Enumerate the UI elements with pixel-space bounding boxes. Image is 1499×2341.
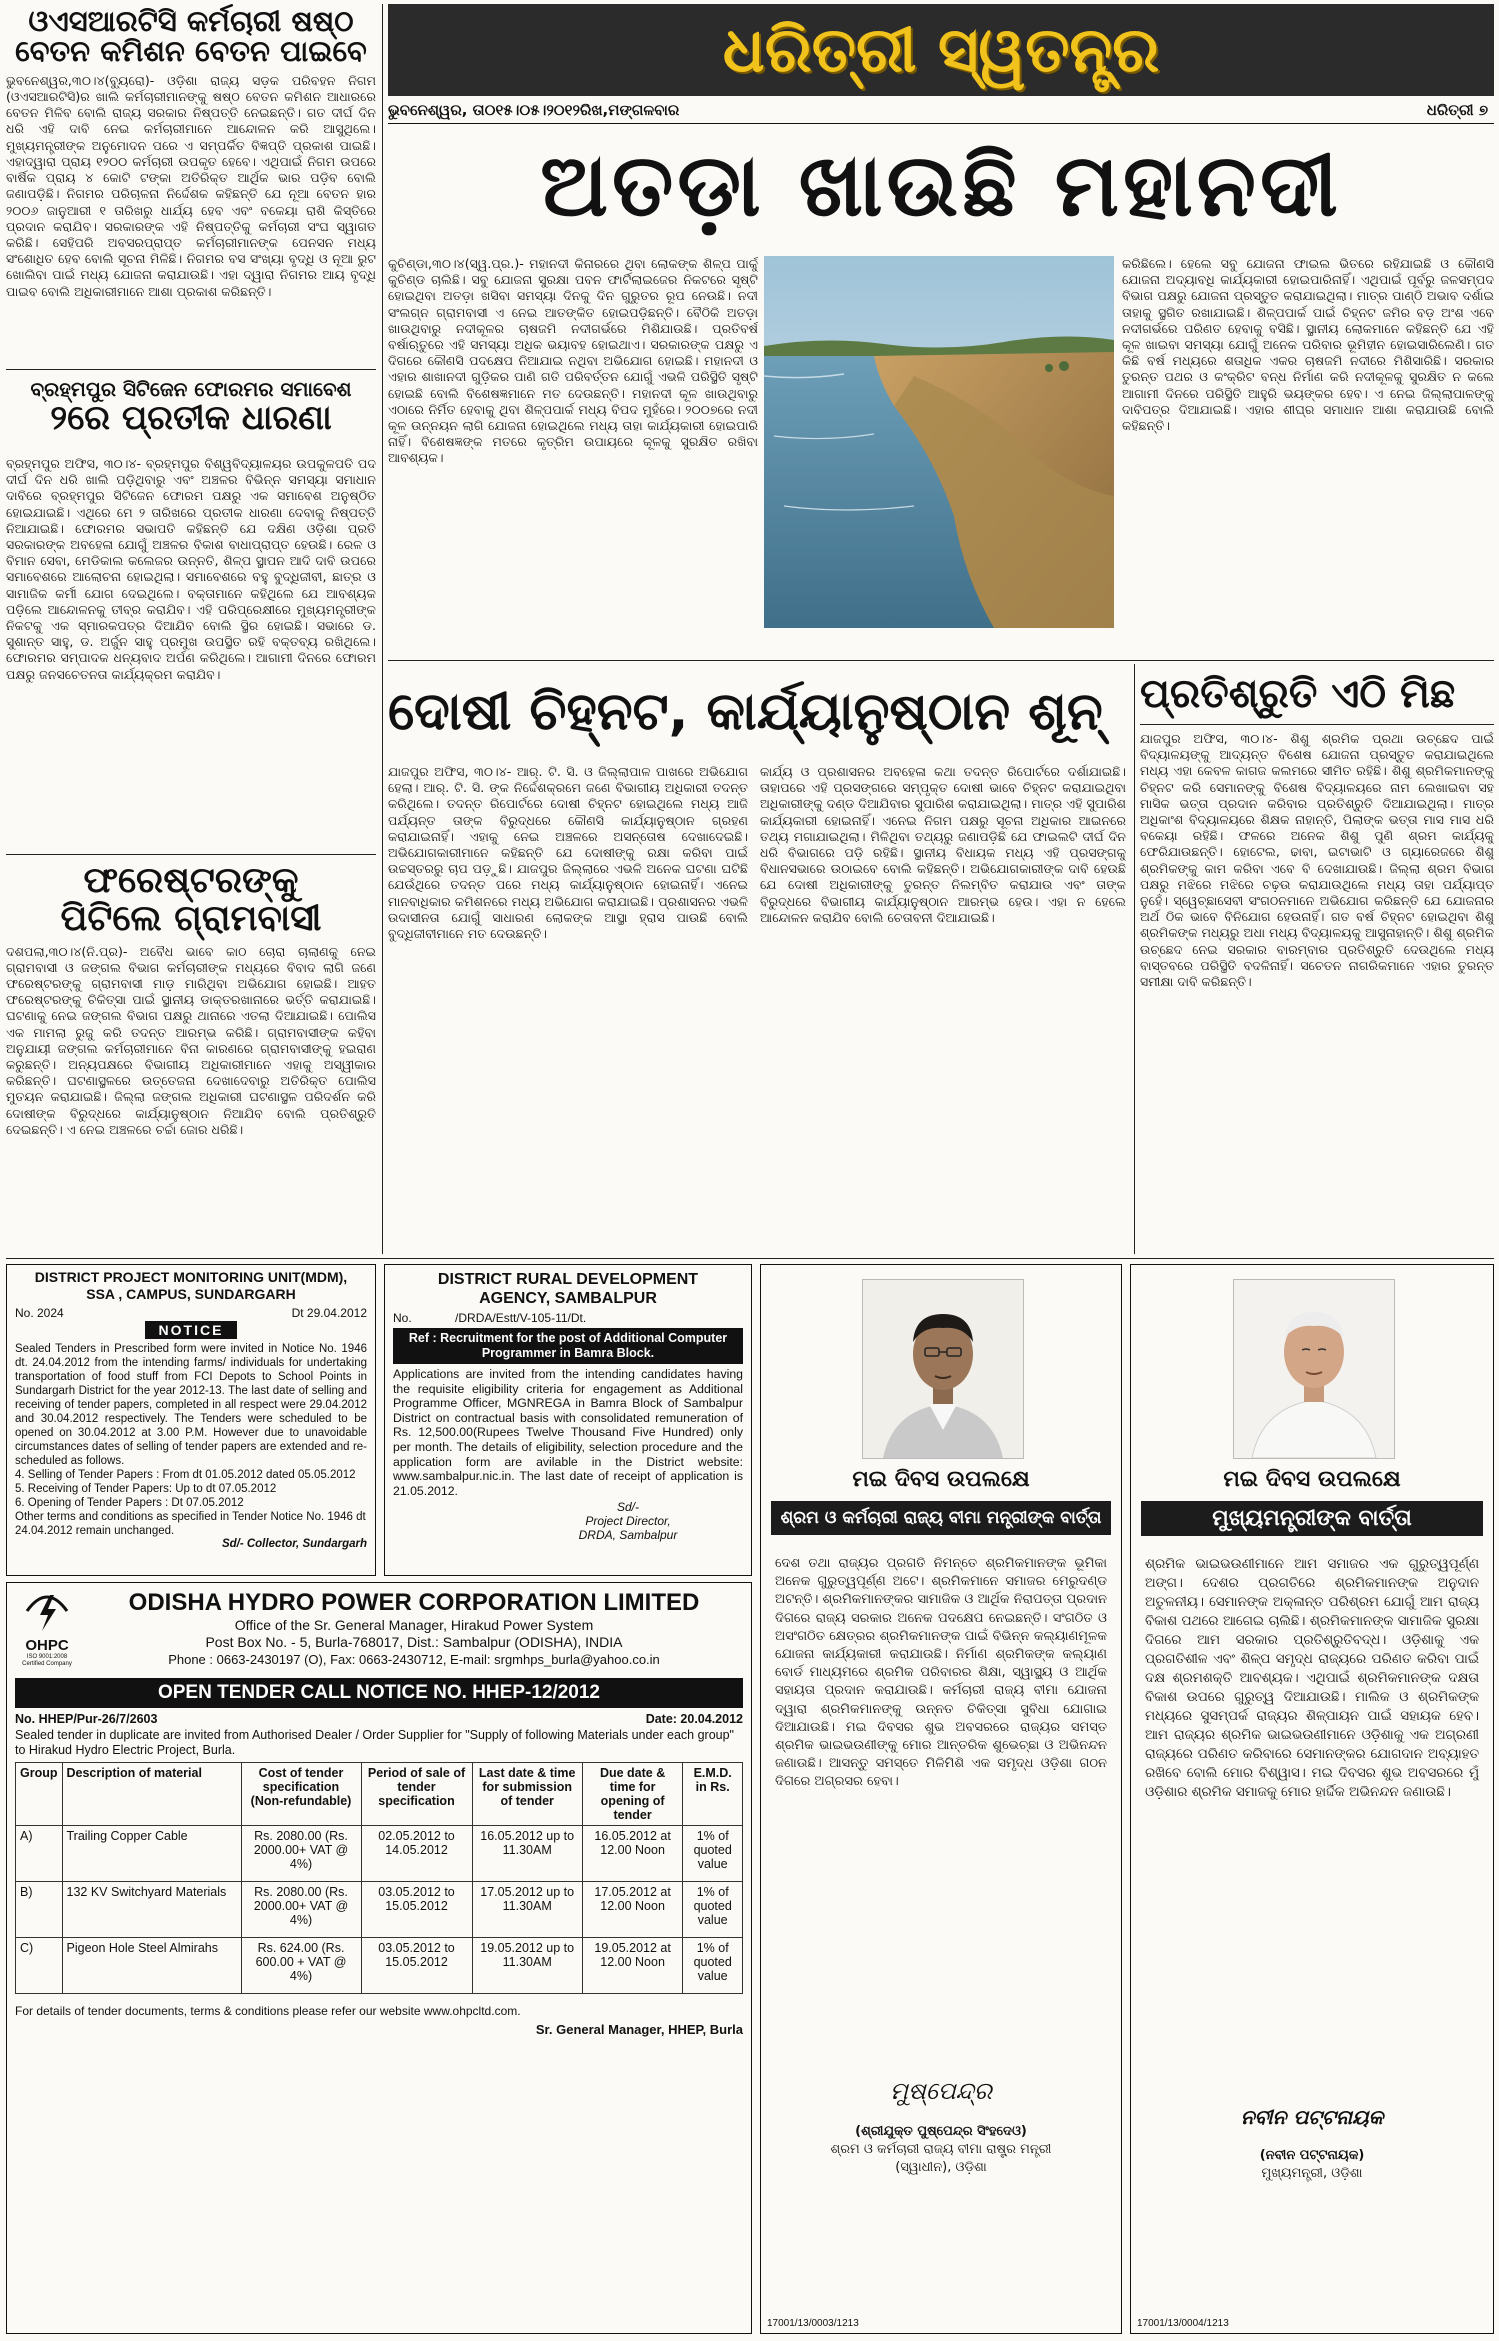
dateline-bar <box>388 98 1494 124</box>
story3-headline <box>6 862 376 938</box>
pratishruti-body: ଯାଜପୁର ଅଫିସ, ୩୦।୪- ଶିଶୁ ଶ୍ରମିକ ପ୍ରଥା ଉଚ୍ଛେଦ ପାଇଁ ବିଦ୍ୟାଳୟଙ୍କୁ ଆଦ୍ୟନ୍ତ ବିଶେଷ ଯୋଜନା ପ୍ରସ୍ତୁତ କରାଯାଇଥିଲେ ମଧ୍ୟ ଏହା କେବଳ କାଗଜ କଲମରେ ସୀମିତ ରହିଛି। ଶିଶୁ ଶ୍ରମିକମାନଙ୍କୁ ଚିହ୍ନଟ କରି ସେମାନଙ୍କୁ ବିଶେଷ ବିଦ୍ୟାଳୟରେ ନାମ ଲେଖାଇବା ସହ ମାସିକ ଭତ୍ତା ପ୍ରଦାନ କରିବାର ପ୍ରତିଶ୍ରୁତି ଦିଆଯାଇଥିଲା। ମାତ୍ର ଅଧିକାଂଶ ବିଦ୍ୟାଳୟରେ ଶିକ୍ଷକ ନାହାନ୍ତି, ପିଲାଙ୍କ ଭତ୍ତା ମାସ ମାସ ଧରି ବକେୟା ରହିଛି। ଫଳରେ ଅନେକ ଶିଶୁ ପୁଣି ଶ୍ରମ କାର୍ଯ୍ୟକୁ ଫେରିଯାଉଛନ୍ତି। ହୋଟେଲ, ଢାବା, ଇଟାଭାଟି ଓ ଗ୍ୟାରେଜରେ ଶିଶୁ ଶ୍ରମିକଙ୍କୁ କାମ କରିବା ଏବେ ବି ଦେଖାଯାଉଛି। ଜିଲ୍ଲା ଶ୍ରମ ବିଭାଗ ପକ୍ଷରୁ ମଝିରେ ମଝିରେ ଚଢ଼ଉ କରାଯାଉଥିଲେ ମଧ୍ୟ ତାହା ପର୍ଯ୍ୟାପ୍ତ ନୁହେଁ। ସ୍ୱେଚ୍ଛାସେବୀ ସଂଗଠନମାନେ ଅଭିଯୋଗ କରିଛନ୍ତି ଯେ ଯୋଜନାର ଅର୍ଥ ଠିକ ଭାବେ ବିନିଯୋଗ ହେଉନାହିଁ। ଗତ ବର୍ଷ ଚିହ୍ନଟ ହୋଇଥିବା ଶିଶୁ ଶ୍ରମିକଙ୍କ ମଧ୍ୟରୁ ଅଧା ମଧ୍ୟ ବିଦ୍ୟାଳୟକୁ ଆସୁନାହାନ୍ତି। ଶିଶୁ ଶ୍ରମିକ ଉଚ୍ଛେଦ ନେଇ ସରକାର ବାରମ୍ବାର ପ୍ରତିଶ୍ରୁତି ଦେଉଥିଲେ ମଧ୍ୟ ବାସ୍ତବରେ ପରିସ୍ଥିତି ବଦଳିନାହିଁ। ସଚେତନ ନାଗରିକମାନେ ଏହାର ତୁରନ୍ତ ସମୀକ୍ଷା ଦାବି କରିଛନ୍ତି। <box>1140 731 1494 990</box>
drda-title <box>393 1270 743 1308</box>
lead-photo <box>764 256 1114 628</box>
cm-occasion: ମଇ ଦିବସ ଉପଲକ୍ଷେ <box>1223 1467 1401 1492</box>
dpmu-item6: 6. Opening of Tender Papers : Dt 07.05.2012 <box>15 1497 244 1509</box>
cm-sign-title: ମୁଖ୍ୟମନ୍ତ୍ରୀ, ଓଡ଼ିଶା <box>1261 2166 1363 2181</box>
ad-minister <box>760 1264 1122 2334</box>
table-row <box>16 1938 743 1994</box>
minister-sign-sub: (ସ୍ୱାଧୀନ), ଓଡ଼ିଶା <box>895 2160 987 2175</box>
table-cell: Rs. 2080.00 (Rs. 2000.00+ VAT @ 4%) <box>241 1882 361 1938</box>
ohpc-logo <box>17 1589 77 1673</box>
table-cell: 19.05.2012 up to 11.30AM <box>472 1938 582 1994</box>
table-cell: 1% of quoted value <box>683 1938 743 1994</box>
ohpc-cert-text: ISO 9001:2008 Certified Company <box>22 1654 72 1667</box>
masthead-title: ଧରିତ୍ରୀ ସ୍ୱତନ୍ତ୍ର <box>722 13 1160 86</box>
ad-drda <box>384 1264 752 1576</box>
ohpc-logo-text: OHPC <box>25 1637 69 1654</box>
ohpc-notice-banner: OPEN TENDER CALL NOTICE NO. HHEP-12/2012 <box>15 1678 743 1708</box>
page-label: ଧରିତ୍ରୀ ୭ <box>1426 101 1488 119</box>
table-cell: 17.05.2012 up to 11.30AM <box>472 1882 582 1938</box>
drda-number-row <box>393 1311 743 1325</box>
minister-signature-script: ମୁଷ୍ପେନ୍ଦ୍ର <box>890 2077 992 2105</box>
cm-code: 17001/13/0004/1213 <box>1137 2318 1229 2329</box>
lead-headline: ଅତଡ଼ା ଖାଉଛି ମହାନଦୀ <box>540 136 1342 236</box>
table-cell: 03.05.2012 to 15.05.2012 <box>361 1882 472 1938</box>
table-cell: C) <box>16 1938 63 1994</box>
doshi-headline: ଦୋଷୀ ଚିହ୍ନଟ, କାର୍ଯ୍ୟାନୁଷ୍ଠାନ ଶୂନ୍ <box>388 682 1103 742</box>
col-header: E.M.D. in Rs. <box>683 1763 743 1826</box>
drda-ref-banner: Ref : Recruitment for the post of Additional Computer Programmer in Bamra Block. <box>393 1328 743 1364</box>
table-cell: 19.05.2012 at 12.00 Noon <box>582 1938 683 1994</box>
story3-headline-line2: ପିଟିଲେ ଗ୍ରାମବାସୀ <box>60 897 322 939</box>
col-header: Last date & time for submission of tender <box>472 1763 582 1826</box>
minister-portrait <box>863 1280 1023 1458</box>
minister-code: 17001/13/0003/1213 <box>767 2318 859 2329</box>
col-header: Due date & time for opening of tender <box>582 1763 683 1826</box>
col-header: Description of material <box>62 1763 241 1826</box>
col-header: Group <box>16 1763 63 1826</box>
ohpc-date: Date: 20.04.2012 <box>645 1712 743 1726</box>
story2-headline-line1: ବ୍ରହ୍ମପୁର ସିଟିଜେନ ଫୋରମର ସମାବେଶ <box>30 377 352 401</box>
cm-portrait <box>1234 1280 1394 1458</box>
minister-sign-block <box>761 2123 1121 2177</box>
river-bank-photo <box>764 256 1114 628</box>
story2-body: ବ୍ରହ୍ମପୁର ଅଫିସ, ୩୦।୪- ବ୍ରହ୍ମପୁର ବିଶ୍ୱବିଦ୍ୟାଳୟର ଉପକୁଳପତି ପଦ ଦୀର୍ଘ ଦିନ ଧରି ଖାଲି ପଡ଼ିଥିବାରୁ ଏବଂ ଅଞ୍ଚଳର ବିଭିନ୍ନ ସମସ୍ୟା ସମାଧାନ ଦାବିରେ ବ୍ରହ୍ମପୁର ସିଟିଜେନ ଫୋରମ ପକ୍ଷରୁ ଏକ ସମାବେଶ ଅନୁଷ୍ଠିତ ହୋଇଯାଇଛି। ଏଥିରେ ମେ ୨ ତାରିଖରେ ପ୍ରତୀକ ଧାରଣା ଦେବାକୁ ନିଷ୍ପତ୍ତି ନିଆଯାଇଛି। ଫୋରମର ସଭାପତି କହିଛନ୍ତି ଯେ ଦକ୍ଷିଣ ଓଡ଼ିଶା ପ୍ରତି ସରକାରଙ୍କ ଅବହେଳା ଯୋଗୁଁ ଅଞ୍ଚଳର ବିକାଶ ବାଧାପ୍ରାପ୍ତ ହେଉଛି। ରେଳ ଓ ବିମାନ ସେବା, ମେଡିକାଲ କଲେଜର ଉନ୍ନତି, ଶିଳ୍ପ ସ୍ଥାପନ ଆଦି ଦାବି ଉପରେ ସମାବେଶରେ ଆଲୋଚନା ହୋଇଥିଲା। ସମାବେଶରେ ବହୁ ବୁଦ୍ଧିଜୀବୀ, ଛାତ୍ର ଓ ସାମାଜିକ କର୍ମୀ ଯୋଗ ଦେଇଥିଲେ। ବକ୍ତାମାନେ କହିଥିଲେ ଯେ ଆବଶ୍ୟକ ପଡ଼ିଲେ ଆନ୍ଦୋଳନକୁ ତୀବ୍ର କରାଯିବ। ଏହି ପରିପ୍ରେକ୍ଷୀରେ ମୁଖ୍ୟମନ୍ତ୍ରୀଙ୍କ ନିକଟକୁ ଏକ ସ୍ମାରକପତ୍ର ଦିଆଯିବ ବୋଲି ସ୍ଥିର ହୋଇଛି। ସଭାରେ ଡ. ସୁଶାନ୍ତ ସାହୁ, ଡ. ଅର୍ଜୁନ ସାହୁ ପ୍ରମୁଖ ଉପସ୍ଥିତ ରହି ବକ୍ତବ୍ୟ ରଖିଥିଲେ। ଫୋରମର ସମ୍ପାଦକ ଧନ୍ୟବାଦ ଅର୍ପଣ କରିଥିଲେ। ଆଗାମୀ ଦିନରେ ଫୋରମ ପକ୍ଷରୁ ଜନସଚେତନତା କାର୍ଯ୍ୟକ୍ରମ କରାଯିବ। <box>6 456 376 682</box>
column-divider <box>382 4 383 1254</box>
ad-dpmu <box>6 1264 376 1576</box>
dpmu-number-row <box>15 1306 367 1320</box>
table-cell: Rs. 2080.00 (Rs. 2000.00+ VAT @ 4%) <box>241 1826 361 1882</box>
table-cell: Rs. 624.00 (Rs. 600.00 + VAT @ 4%) <box>241 1938 361 1994</box>
divider <box>6 1258 1494 1259</box>
table-cell: 1% of quoted value <box>683 1882 743 1938</box>
dpmu-signature: Sd/- Collector, Sundargarh <box>221 1538 367 1550</box>
table-cell: 16.05.2012 at 12.00 Noon <box>582 1826 683 1882</box>
ohpc-ref-row <box>15 1712 743 1726</box>
minister-banner: ଶ୍ରମ ଓ କର୍ମଚାରୀ ରାଜ୍ୟ ବୀମା ମନ୍ତ୍ରୀଙ୍କ ବାର୍ତ୍ତା <box>771 1501 1111 1535</box>
table-cell: 17.05.2012 at 12.00 Noon <box>582 1882 683 1938</box>
table-cell: 16.05.2012 up to 11.30AM <box>472 1826 582 1882</box>
ad-ohpc <box>6 1582 752 2334</box>
ohpc-footer: For details of tender documents, terms & conditions please refer our website www.ohpcltd.com. <box>15 2004 521 2018</box>
story1-headline-line2: ବେତନ କମିଶନ ବେତନ ପାଇବେ <box>15 34 367 69</box>
dpmu-item5: 5. Receiving of Tender Papers: Up to dt 07.05.2012 <box>15 1483 277 1495</box>
minister-occasion: ମଇ ଦିବସ ଉପଲକ୍ଷେ <box>852 1467 1030 1492</box>
ohpc-address-line: Post Box No. - 5, Burla-768017, Dist.: Sambalpur (ODISHA), INDIA <box>205 1634 623 1650</box>
drda-sign-line1: Sd/- <box>616 1500 639 1515</box>
ohpc-signature: Sr. General Manager, HHEP, Burla <box>535 2022 743 2037</box>
dpmu-footer: Other terms and conditions as specified in Tender Notice No. 1946 dt 24.04.2012 remain unchanged. <box>15 1511 366 1537</box>
table-cell: B) <box>16 1882 63 1938</box>
divider <box>6 369 376 370</box>
ohpc-company: ODISHA HYDRO POWER CORPORATION LIMITED <box>128 1589 700 1616</box>
minister-photo <box>862 1279 1024 1459</box>
drda-title-line2: AGENCY, SAMBALPUR <box>479 1290 657 1307</box>
table-cell: 02.05.2012 to 14.05.2012 <box>361 1826 472 1882</box>
doshi-body-col1: ଯାଜପୁର ଅଫିସ, ୩୦।୪- ଆର୍. ଟି. ସି. ଓ ଜିଲ୍ଲାପାଳ ପାଖରେ ଅଭିଯୋଗ ହେଲା। ଆର୍. ଟି. ସି. ଙ୍କ ନିର୍ଦ୍ଦେଶକ୍ରମେ ଜଣେ ବିଭାଗୀୟ ଅଧିକାରୀ ତଦନ୍ତ କରିଥିଲେ। ତଦନ୍ତ ରିପୋର୍ଟରେ ଦୋଷୀ ଚିହ୍ନଟ ହୋଇଥିଲେ ମଧ୍ୟ ଆଜି ପର୍ଯ୍ୟନ୍ତ ତାଙ୍କ ବିରୁଦ୍ଧରେ କୌଣସି କାର୍ଯ୍ୟାନୁଷ୍ଠାନ ଗ୍ରହଣ କରାଯାଇନାହିଁ। ଏହାକୁ ନେଇ ଅଞ୍ଚଳରେ ଅସନ୍ତୋଷ ଦେଖାଦେଇଛି। ଅଭିଯୋଗକାରୀମାନେ କହିଛନ୍ତି ଯେ ଦୋଷୀଙ୍କୁ ରକ୍ଷା କରିବା ପାଇଁ ଉଚ୍ଚସ୍ତରରୁ ଚାପ ପଡ଼ୁଛି। ଯାଜପୁର ଜିଲ୍ଲାରେ ଏଭଳି ଅନେକ ଘଟଣା ଘଟିଛି ଯେଉଁଥିରେ ତଦନ୍ତ ପରେ ମଧ୍ୟ କାର୍ଯ୍ୟାନୁଷ୍ଠାନ ହୋଇନାହିଁ। ଏନେଇ ମାନବାଧିକାର କମିଶନରେ ମଧ୍ୟ ଅଭିଯୋଗ କରାଯାଇଛି। ପ୍ରଶାସନର ଏଭଳି ଉଦାସୀନତା ଯୋଗୁଁ ସାଧାରଣ ଲୋକଙ୍କ ଆସ୍ଥା ହ୍ରାସ ପାଉଛି ବୋଲି ବୁଦ୍ଧିଜୀବୀମାନେ ମତ ଦେଉଛନ୍ତି। <box>388 764 748 942</box>
pratishruti-story <box>1140 664 1494 1256</box>
table-row <box>16 1826 743 1882</box>
lead-body-left: କୁଚିଣ୍ଡା,୩୦।୪(ସ୍ୱ.ପ୍ର.)- ମହାନଦୀ କିନାରରେ ଥିବା ଲୋକଙ୍କ ଶିଳ୍ପ ପାର୍କୁ କୁଚିଣ୍ଡ ଚାଲିଛି। ସବୁ ଯୋଜନା ସୁରକ୍ଷା ପବନ ଫାର୍ଟିଲାଇଜେର ନିକଟରେ ସୃଷ୍ଟି ହୋଇଥିବା ଅତଡ଼ା ଖସିବା ସମସ୍ୟା ଦିନକୁ ଦିନ ଗୁରୁତର ରୂପ ନେଉଛି। ନଦୀ ସଂଲଗ୍ନ ଗ୍ରାମବାସୀ ଏ ନେଇ ଆତଙ୍କିତ ହୋଇପଡ଼ିଛନ୍ତି। ବୈଠିକି ଅତଡ଼ା ଖାଉଥିବାରୁ ନଦୀକୂଳର ଚାଷଜମି ନଦୀଗର୍ଭରେ ମିଶିଯାଉଛି। ପ୍ରତିବର୍ଷ ବର୍ଷାଋତୁରେ ଏହି ସମସ୍ୟା ଅଧିକ ଭୟାବହ ହୋଇଥାଏ। ସରକାରଙ୍କ ପକ୍ଷରୁ ଏ ଦିଗରେ କୌଣସି ପଦକ୍ଷେପ ନିଆଯାଇ ନଥିବା ଅଭିଯୋଗ ହୋଇଛି। ମହାନଦୀ ଓ ଏହାର ଶାଖାନଦୀ ଗୁଡ଼ିକର ପାଣି ଗତି ପରିବର୍ତ୍ତନ ଯୋଗୁଁ ଏଭଳି ପରିସ୍ଥିତି ସୃଷ୍ଟି ହୋଇଛି ବୋଲି ବିଶେଷଜ୍ଞମାନେ ମତ ଦେଉଛନ୍ତି। ମହାନଦୀ କୂଳ ଖାଉଥିବାରୁ ଏଠାରେ ନିର୍ମିତ ହେବାକୁ ଥିବା ଶିଳ୍ପପାର୍କ ମଧ୍ୟ ବିପଦ ମୁହଁରେ। ୨୦୦୭ରେ ନଦୀ କୂଳ ଉନ୍ନୟନ ଲାଗି ଯୋଜନା ହୋଇଥିଲେ ମଧ୍ୟ ତାହା କାର୍ଯ୍ୟକାରୀ ହୋଇପାରି ନାହିଁ। ବିଶେଷଜ୍ଞଙ୍କ ମତରେ କୃତ୍ରିମ ଉପାୟରେ କୂଳକୁ ସୁରକ୍ଷିତ ରଖିବା ଆବଶ୍ୟକ। <box>388 256 758 466</box>
ohpc-contact-line: Phone : 0663-2430197 (O), Fax: 0663-2430712, E-mail: srgmhps_burla@yahoo.co.in <box>168 1652 660 1667</box>
story1-body: ଭୁବନେଶ୍ୱର,୩୦।୪(ବ୍ୟୁରୋ)- ଓଡ଼ିଶା ରାଜ୍ୟ ସଡ଼କ ପରିବହନ ନିଗମ (ଓଏସଆରଟିସି)ର ଖାଲି କର୍ମଚାରୀମାନଙ୍କୁ ଷଷ୍ଠ ବେତନ କମିଶନ ଆଧାରରେ ବେତନ ମିଳିବ ବୋଲି ରାଜ୍ୟ ସରକାର ନିଷ୍ପତ୍ତି ନେଇଛନ୍ତି। ଗତ ଦୀର୍ଘ ଦିନ ଧରି ଏହି ଦାବି ନେଇ କର୍ମଚାରୀମାନେ ଆନ୍ଦୋଳନ କରି ଆସୁଥିଲେ। ମୁଖ୍ୟମନ୍ତ୍ରୀଙ୍କ ଅନୁମୋଦନ ପରେ ଏ ସମ୍ପର୍କିତ ବିଜ୍ଞପ୍ତି ପ୍ରକାଶ ପାଇଛି। ଏହାଦ୍ୱାରା ପ୍ରାୟ ୧୨୦୦ କର୍ମଚାରୀ ଉପକୃତ ହେବେ। ଏଥିପାଇଁ ନିଗମ ଉପରେ ବାର୍ଷିକ ପ୍ରାୟ ୪ କୋଟି ଟଙ୍କା ଅତିରିକ୍ତ ଆର୍ଥିକ ଭାର ପଡ଼ିବ ବୋଲି ଜଣାପଡ଼ିଛି। ନିଗମର ପରିଚାଳନା ନିର୍ଦ୍ଦେଶକ କହିଛନ୍ତି ଯେ ନୂଆ ବେତନ ହାର ୨୦୦୬ ଜାନୁଆରୀ ୧ ତାରିଖରୁ ଧାର୍ଯ୍ୟ ହେବ ଏବଂ ବକେୟା ରାଶି କିସ୍ତିରେ ପ୍ରଦାନ କରାଯିବ। ସରକାରଙ୍କ ଏହି ନିଷ୍ପତ୍ତିକୁ କର୍ମଚାରୀ ସଂଘ ସ୍ୱାଗତ କରିଛି। ସେହିପରି ଅବସରପ୍ରାପ୍ତ କର୍ମଚାରୀମାନଙ୍କ ପେନସନ ମଧ୍ୟ ସଂଶୋଧିତ ହେବ ବୋଲି ସୂଚନା ମିଳିଛି। ନିଗମର ବସ ସଂଖ୍ୟା ବୃଦ୍ଧି ଓ ନୂଆ ରୁଟ ଖୋଲିବା ପାଇଁ ମଧ୍ୟ ଯୋଜନା କରାଯାଉଛି। ଏହା ଦ୍ୱାରା ନିଗମର ଆୟ ବୃଦ୍ଧି ପାଇବ ବୋଲି ଅଧିକାରୀମାନେ ଆଶା ପ୍ରକାଶ କରିଛନ୍ତି। <box>6 72 376 299</box>
table-cell: Trailing Copper Cable <box>62 1826 241 1882</box>
story3-headline-line1: ଫରେଷ୍ଟରଙ୍କୁ <box>83 860 299 901</box>
drda-sign-line3: DRDA, Sambalpur <box>578 1528 678 1543</box>
divider <box>388 660 1494 661</box>
story2-headline-line2: ୨ରେ ପ୍ରତୀକ ଧାରଣା <box>50 398 332 439</box>
dateline: ଭୁବନେଶ୍ୱର, ତା୦୧୫।୦୫।୨୦୧୨ରିଖ,ମଙ୍ଗଳବାର <box>388 101 680 119</box>
cm-sign-block <box>1131 2147 1493 2183</box>
drda-body: Applications are invited from the intending candidates having the requisite eligibility criteria for engagement as Additional Programme Officer, MGNREGA in Bamra Block of Sambalpur District on contractual basis with consolidated remuneration of Rs. 12,500.00(Rupees Twelve Thousand Five Hundred) only per month. The details of eligibility, selection procedure and the application form are avilable in the District website: www.sambalpur.nic.in. The last date of receipt of application is 21.05.2012. <box>393 1367 743 1498</box>
story1-headline <box>6 6 376 67</box>
drda-sign-line2: Project Director, <box>585 1514 671 1529</box>
dpmu-title-line1: DISTRICT PROJECT MONITORING UNIT(MDM), <box>34 1269 348 1285</box>
story3-body: ଦଶପଲା,୩୦।୪(ନି.ପ୍ର)- ଅବୈଧ ଭାବେ କାଠ ଚୋରା ଚାଲାଣକୁ ନେଇ ଗ୍ରାମବାସୀ ଓ ଜଙ୍ଗଲ ବିଭାଗ କର୍ମଚାରୀଙ୍କ ମଧ୍ୟରେ ବିବାଦ ଲାଗି ଜଣେ ଫରେଷ୍ଟରଙ୍କୁ ଗ୍ରାମବାସୀ ମାଡ଼ ମାରିଥିବା ଅଭିଯୋଗ ହୋଇଛି। ଆହତ ଫରେଷ୍ଟରଙ୍କୁ ଚିକିତ୍ସା ପାଇଁ ସ୍ଥାନୀୟ ଡାକ୍ତରଖାନାରେ ଭର୍ତ୍ତି କରାଯାଇଛି। ଘଟଣାକୁ ନେଇ ଜଙ୍ଗଲ ବିଭାଗ ପକ୍ଷରୁ ଥାନାରେ ଏତଲା ଦିଆଯାଇଛି। ପୋଲିସ ଏକ ମାମଲା ରୁଜୁ କରି ତଦନ୍ତ ଆରମ୍ଭ କରିଛି। ଗ୍ରାମବାସୀଙ୍କ କହିବା ଅନୁଯାୟୀ ଜଙ୍ଗଲ କର୍ମଚାରୀମାନେ ବିନା କାରଣରେ ଗ୍ରାମବାସୀଙ୍କୁ ହଇରାଣ କରୁଛନ୍ତି। ଅନ୍ୟପକ୍ଷରେ ବିଭାଗୀୟ ଅଧିକାରୀମାନେ ଏହାକୁ ଅସ୍ୱୀକାର କରିଛନ୍ତି। ଘଟଣାସ୍ଥଳରେ ଉତ୍ତେଜନା ଦେଖାଦେବାରୁ ଅତିରିକ୍ତ ପୋଲିସ ମୁତୟନ କରାଯାଇଛି। ଜିଲ୍ଲା ଜଙ୍ଗଲ ଅଧିକାରୀ ଘଟଣାସ୍ଥଳ ପରିଦର୍ଶନ କରି ଦୋଷୀଙ୍କ ବିରୁଦ୍ଧରେ କାର୍ଯ୍ୟାନୁଷ୍ଠାନ ନିଆଯିବ ବୋଲି ପ୍ରତିଶ୍ରୁତି ଦେଇଛନ୍ତି। ଏ ନେଇ ଅଞ୍ଚଳରେ ଚର୍ଚ୍ଚା ଜୋର ଧରିଛି। <box>6 943 376 1137</box>
ohpc-lightning-icon <box>22 1589 72 1633</box>
minister-sign-name: (ଶ୍ରୀଯୁକ୍ତ ପୁଷ୍ପେନ୍ଦ୍ର ସିଂହଦେଓ) <box>855 2124 1027 2139</box>
story1-headline-line1: ଓଏସଆରଟିସି କର୍ମଚାରୀ ଷଷ୍ଠ <box>28 4 354 38</box>
story2-headline <box>6 376 376 437</box>
dpmu-number: No. 2024 <box>15 1306 64 1320</box>
drda-ref-no: /DRDA/Estt/V-105-11/Dt. <box>455 1311 587 1325</box>
left-column <box>6 4 376 854</box>
divider <box>6 854 376 855</box>
left-column-lower <box>6 854 376 1256</box>
cm-sign-name: (ନବୀନ ପଟ୍ଟନାୟକ) <box>1259 2148 1365 2163</box>
ohpc-tender-table <box>15 1762 743 1994</box>
col-header: Cost of tender specification (Non-refundable) <box>241 1763 361 1826</box>
ohpc-header <box>85 1589 743 1668</box>
cm-signature-script: ନବୀନ ପଟ୍ଟନାୟକ <box>1240 2105 1384 2129</box>
column-divider <box>1134 664 1135 1254</box>
doshi-story <box>388 664 1128 1256</box>
dpmu-body: Sealed Tenders in Prescribed form were invited in Notice No. 1946 dt. 24.04.2012 from the intending farms/ individuals for undertaking transportation of food stuff from FCI Depots to School Points in Sundargarh District for the year 2012-13. The last date of selling and receiving of tender papers, completed in all respect were 29.04.2012 and 30.04.2012 respectively. The Tenders were scheduled to be opened on 30.04.2012 at 3.00 P.M. However due to unavoidable circumstances dates of selling of tender papers are extended and re-scheduled as follows. <box>15 1343 367 1467</box>
dpmu-item4: 4. Selling of Tender Papers : From dt 01.05.2012 dated 05.05.2012 <box>15 1469 356 1481</box>
table-row <box>16 1882 743 1938</box>
pratishruti-headline: ପ୍ରତିଶ୍ରୁତି ଏଠି ମିଛ <box>1140 664 1494 725</box>
ad-cm <box>1130 1264 1494 2334</box>
dpmu-date: Dt 29.04.2012 <box>291 1306 367 1320</box>
dpmu-title <box>15 1269 367 1303</box>
minister-body: ଦେଶ ତଥା ରାଜ୍ୟର ପ୍ରଗତି ନିମନ୍ତେ ଶ୍ରମିକମାନଙ୍କ ଭୂମିକା ଅନେକ ଗୁରୁତ୍ୱପୂର୍ଣ୍ଣ ଅଟେ। ଶ୍ରମିକମାନେ ସମାଜର ମେରୁଦଣ୍ଡ ଅଟନ୍ତି। ଶ୍ରମିକମାନଙ୍କର ସାମାଜିକ ଓ ଆର୍ଥିକ ନିରାପତ୍ତା ପ୍ରଦାନ ଦିଗରେ ରାଜ୍ୟ ସରକାର ଅନେକ ପଦକ୍ଷେପ ନେଇଛନ୍ତି। ସଂଗଠିତ ଓ ଅସଂଗଠିତ କ୍ଷେତ୍ରର ଶ୍ରମିକମାନଙ୍କ ପାଇଁ ବିଭିନ୍ନ କଲ୍ୟାଣମୂଳକ ଯୋଜନା କାର୍ଯ୍ୟକାରୀ କରାଯାଉଛି। ନିର୍ମାଣ ଶ୍ରମିକଙ୍କ କଲ୍ୟାଣ ବୋର୍ଡ ମାଧ୍ୟମରେ ଶ୍ରମିକ ପରିବାରର ଶିକ୍ଷା, ସ୍ୱାସ୍ଥ୍ୟ ଓ ଆର୍ଥିକ ସହାୟତା ପ୍ରଦାନ କରାଯାଉଛି। କର୍ମଚାରୀ ରାଜ୍ୟ ବୀମା ଯୋଜନା ଦ୍ୱାରା ଶ୍ରମିକମାନଙ୍କୁ ଉନ୍ନତ ଚିକିତ୍ସା ସୁବିଧା ଯୋଗାଇ ଦିଆଯାଉଛି। ମଇ ଦିବସର ଶୁଭ ଅବସରରେ ରାଜ୍ୟର ସମସ୍ତ ଶ୍ରମିକ ଭାଇଭଉଣୀଙ୍କୁ ମୋର ଆନ୍ତରିକ ଶୁଭେଚ୍ଛା ଓ ଅଭିନନ୍ଦନ ଜଣାଉଛି। ଆସନ୍ତୁ ସମସ୍ତେ ମିଳିମିଶି ଏକ ସମୃଦ୍ଧ ଓଡ଼ିଶା ଗଠନ ଦିଗରେ ଅଗ୍ରସର ହେବା। <box>775 1556 1107 1790</box>
ohpc-intro: Sealed tender in duplicate are invited from Authorised Dealer / Order Supplier for "Supply of following Materials under each group" to Hirakud Hydro Electric Project, Burla. <box>15 1728 734 1757</box>
minister-sign-title: ଶ୍ରମ ଓ କର୍ମଚାରୀ ରାଜ୍ୟ ବୀମା ରାଷ୍ଟ୍ର ମନ୍ତ୍ରୀ <box>830 2142 1052 2157</box>
drda-number: No. <box>393 1311 412 1325</box>
col-header: Period of sale of tender specification <box>361 1763 472 1826</box>
table-cell: 132 KV Switchyard Materials <box>62 1882 241 1938</box>
table-cell: Pigeon Hole Steel Almirahs <box>62 1938 241 1994</box>
table-cell: 03.05.2012 to 15.05.2012 <box>361 1938 472 1994</box>
ohpc-ref-no: No. HHEP/Pur-26/7/2603 <box>15 1712 158 1726</box>
dpmu-notice-label <box>15 1322 367 1340</box>
ohpc-office-line: Office of the Sr. General Manager, Hirakud Power System <box>234 1617 594 1633</box>
doshi-body-col2: କାର୍ଯ୍ୟ ଓ ପ୍ରଶାସନର ଅବହେଳା କଥା ତଦନ୍ତ ରିପୋର୍ଟରେ ଦର୍ଶାଯାଇଛି। ତାହାପରେ ଏହି ପ୍ରସଙ୍ଗରେ ସମ୍ପୃକ୍ତ ଦୋଷୀ ଭାବେ ଚିହ୍ନଟ କରାଯାଇଥିବା ଅଧିକାରୀଙ୍କୁ ଦଣ୍ଡ ଦିଆଯିବାର ସୁପାରିଶ କରାଯାଇଥିଲା। ମାତ୍ର ଏହି ସୁପାରିଶ କାର୍ଯ୍ୟକାରୀ ହୋଇନାହିଁ। ଏନେଇ ନିଗମ ପକ୍ଷରୁ ସୂଚନା ଅଧିକାର ଆଇନରେ ତଥ୍ୟ ମଗାଯାଇଥିଲା। ମିଳିଥିବା ତଥ୍ୟରୁ ଜଣାପଡ଼ିଛି ଯେ ଫାଇଲଟି ଦୀର୍ଘ ଦିନ ଧରି ବିଭାଗରେ ପଡ଼ି ରହିଛି। ସ୍ଥାନୀୟ ବିଧାୟକ ମଧ୍ୟ ଏହି ପ୍ରସଙ୍ଗକୁ ବିଧାନସଭାରେ ଉଠାଇବେ ବୋଲି କହିଛନ୍ତି। ଅଭିଯୋଗକାରୀଙ୍କ ଦାବି ହେଉଛି ଯେ ଦୋଷୀ ଅଧିକାରୀଙ୍କୁ ତୁରନ୍ତ ନିଲମ୍ବିତ କରାଯାଉ ଏବଂ ତାଙ୍କ ବିରୁଦ୍ଧରେ ବିଭାଗୀୟ କାର୍ଯ୍ୟାନୁଷ୍ଠାନ ଆରମ୍ଭ ହେଉ। ଏହା ନ ହେଲେ ଆନ୍ଦୋଳନ କରାଯିବ ବୋଲି ଚେତାବନୀ ଦିଆଯାଇଛି। <box>760 764 1126 925</box>
masthead <box>388 4 1494 96</box>
drda-signature <box>513 1500 743 1542</box>
dpmu-title-line2: SSA , CAMPUS, SUNDARGARH <box>86 1286 296 1302</box>
notice-label: NOTICE <box>145 1321 238 1339</box>
lead-body-right: କରିଛିଲେ। ହେଲେ ସବୁ ଯୋଜନା ଫାଇଲ ଭିତରେ ରହିଯାଇଛି ଓ କୌଣସି ଯୋଜନା ଅଦ୍ୟାବଧି କାର୍ଯ୍ୟକାରୀ ହୋଇପାରିନାହିଁ। ଏଥିପାଇଁ ପୂର୍ବରୁ ଜଳସମ୍ପଦ ବିଭାଗ ପକ୍ଷରୁ ଯୋଜନା ପ୍ରସ୍ତୁତ କରାଯାଇଥିଲା। ମାତ୍ର ପାଣ୍ଠି ଅଭାବ ଦର୍ଶାଇ ତାହାକୁ ସ୍ଥଗିତ ରଖାଯାଇଛି। ଶିଳ୍ପପାର୍କ ପାଇଁ ଚିହ୍ନଟ ଜମିର ବଡ଼ ଅଂଶ ଏବେ ନଦୀଗର୍ଭରେ ପରିଣତ ହେବାକୁ ବସିଛି। ସ୍ଥାନୀୟ ଲୋକମାନେ କହିଛନ୍ତି ଯେ ଏହି କୂଳ ଖାଇବା ସମସ୍ୟା ଯୋଗୁଁ ଅନେକ ପରିବାର ଭୂମିହୀନ ହୋଇସାରିଲେଣି। ଗତ କିଛି ବର୍ଷ ମଧ୍ୟରେ ଶତାଧିକ ଏକର ଚାଷଜମି ନଦୀରେ ମିଶିସାରିଛି। ସରକାର ତୁରନ୍ତ ପଥର ଓ କଂକ୍ରିଟ ବନ୍ଧ ନିର୍ମାଣ କରି ନଦୀକୂଳକୁ ସୁରକ୍ଷିତ ନ କଲେ ଆଗାମୀ ଦିନରେ ପରିସ୍ଥିତି ଆହୁରି ଭୟଙ୍କର ହେବ। ଏ ନେଇ ଜିଲ୍ଲାପାଳଙ୍କୁ ଦାବିପତ୍ର ଦିଆଯାଇଛି। ଏହାର ଶୀଘ୍ର ସମାଧାନ ଆଶା କରାଯାଉଛି ବୋଲି କହିଛନ୍ତି। <box>1122 256 1494 434</box>
table-header-row <box>16 1763 743 1826</box>
drda-title-line1: DISTRICT RURAL DEVELOPMENT <box>437 1271 699 1288</box>
table-cell: A) <box>16 1826 63 1882</box>
cm-banner: ମୁଖ୍ୟମନ୍ତ୍ରୀଙ୍କ ବାର୍ତ୍ତା <box>1141 1501 1483 1536</box>
table-cell: 1% of quoted value <box>683 1826 743 1882</box>
cm-photo <box>1233 1279 1395 1459</box>
cm-body: ଶ୍ରମିକ ଭାଇଭଉଣୀମାନେ ଆମ ସମାଜର ଏକ ଗୁରୁତ୍ୱପୂର୍ଣ୍ଣ ଅଙ୍ଗ। ଦେଶର ପ୍ରଗତିରେ ଶ୍ରମିକମାନଙ୍କ ଅନୁଦାନ ଅତୁଳନୀୟ। ସେମାନଙ୍କ ଅକ୍ଳାନ୍ତ ପରିଶ୍ରମ ଯୋଗୁଁ ଆମ ରାଜ୍ୟ ବିକାଶ ପଥରେ ଆଗେଇ ଚାଲିଛି। ଶ୍ରମିକମାନଙ୍କ ସାମାଜିକ ସୁରକ୍ଷା ଦିଗରେ ଆମ ସରକାର ପ୍ରତିଶ୍ରୁତିବଦ୍ଧ। ଓଡ଼ିଶାକୁ ଏକ ପ୍ରଗତିଶୀଳ ଏବଂ ଶିଳ୍ପ ସମୃଦ୍ଧ ରାଜ୍ୟରେ ପରିଣତ କରିବା ପାଇଁ ଦକ୍ଷ ଶ୍ରମଶକ୍ତି ଆବଶ୍ୟକ। ଏଥିପାଇଁ ଶ୍ରମିକମାନଙ୍କ ଦକ୍ଷତା ବିକାଶ ଉପରେ ଗୁରୁତ୍ୱ ଦିଆଯାଉଛି। ମାଲିକ ଓ ଶ୍ରମିକଙ୍କ ମଧ୍ୟରେ ସୁସମ୍ପର୍କ ରାଜ୍ୟର ଶିଳ୍ପାୟନ ପାଇଁ ସହାୟକ ହେବ। ଆମ ରାଜ୍ୟର ଶ୍ରମିକ ଭାଇଭଉଣୀମାନେ ଓଡ଼ିଶାକୁ ଏକ ଅଗ୍ରଣୀ ରାଜ୍ୟରେ ପରିଣତ କରିବାରେ ସେମାନଙ୍କର ଯୋଗଦାନ ଅବ୍ୟାହତ ରଖିବେ ବୋଲି ମୋର ବିଶ୍ୱାସ। ମଇ ଦିବସର ଶୁଭ ଅବସରରେ ମୁଁ ଓଡ଼ିଶାର ଶ୍ରମିକ ସମାଜକୁ ମୋର ହାର୍ଦ୍ଦିକ ଅଭିନନ୍ଦନ ଜଣାଉଛି। <box>1145 1557 1479 1800</box>
